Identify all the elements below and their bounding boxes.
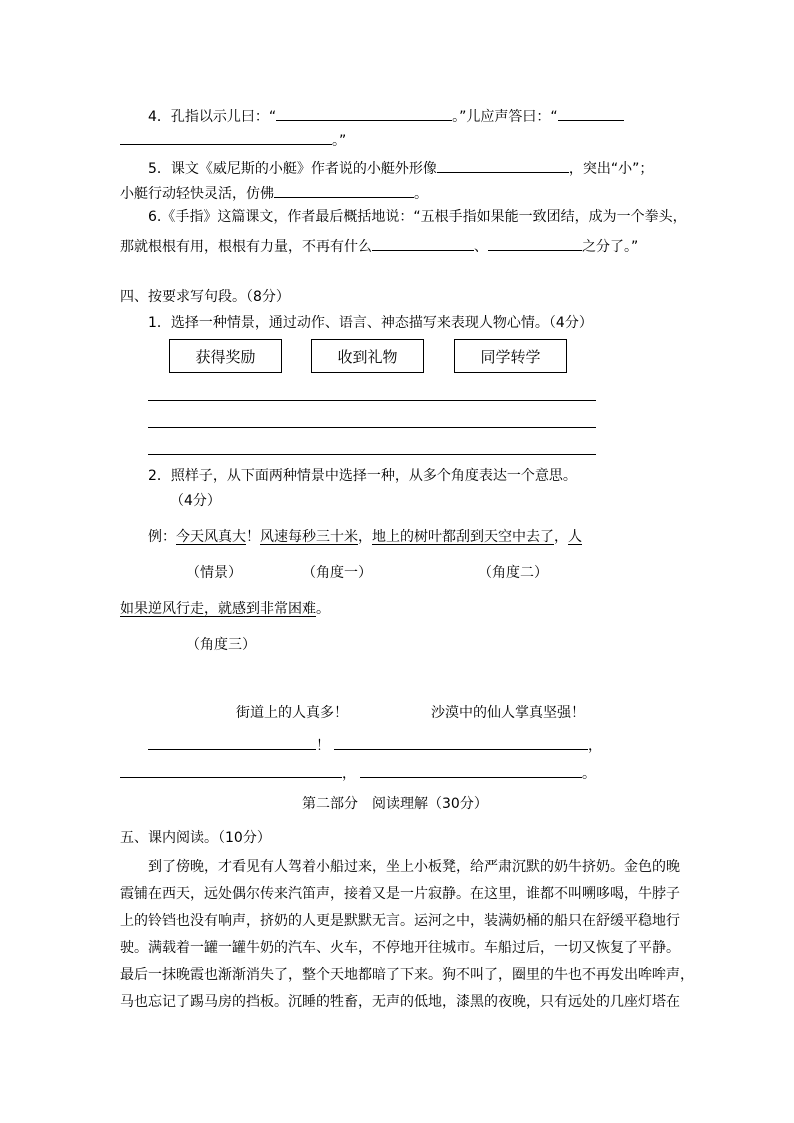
scenario-box-reward: 获得奖励 <box>169 339 282 373</box>
question-4-line1: 4．孔指以示儿曰：“ 。”儿应声答曰：“ <box>148 104 624 127</box>
section-4-q2: 2．照样子，从下面两种情景中选择一种，从多个角度表达一个意思。 <box>148 468 577 484</box>
example-angle-3: 如果逆风行走，就感到非常困难 <box>120 601 316 617</box>
answer-blank[interactable] <box>334 733 588 750</box>
writing-line[interactable] <box>148 454 596 455</box>
example-line2: 如果逆风行走，就感到非常困难。 <box>120 601 330 617</box>
answer-blank[interactable] <box>558 104 624 121</box>
answer-blank[interactable] <box>120 761 342 778</box>
answer-line1: ！ ， <box>148 733 602 756</box>
question-5-line1: 5．课文《威尼斯的小艇》作者说的小艇外形像 ，突出“小”； <box>148 156 653 179</box>
example-angle-1: 风速每秒三十米 <box>260 529 358 545</box>
question-4-line2: 。” <box>120 128 346 151</box>
section-4-q1: 1．选择一种情景，通过动作、语言、神态描写来表现人物心情。（4分） <box>148 315 593 331</box>
question-5-line2: 小艇行动轻快灵活，仿佛 。 <box>120 181 428 204</box>
example-line1: 例：今天风真大！风速每秒三十米，地上的树叶都刮到天空中去了，人 <box>148 529 582 545</box>
section-4-q2-score: （4分） <box>170 493 221 509</box>
answer-blank[interactable] <box>372 234 474 251</box>
passage-line: 到了傍晚，才看见有人驾着小船过来，坐上小板凳，给严肃沉默的奶牛挤奶。金色的晚 <box>148 859 680 875</box>
answer-blank[interactable] <box>120 128 332 145</box>
writing-line[interactable] <box>148 400 596 401</box>
writing-line[interactable] <box>148 427 596 428</box>
passage-line: 上的铃铛也没有响声，挤奶的人更是默默无言。运河之中，装满奶桶的船只在舒缓平稳地行 <box>120 913 680 929</box>
answer-line2: ， 。 <box>120 761 596 784</box>
section-5-title: 五、课内阅读。（10分） <box>120 830 271 846</box>
example-angle-2: 地上的树叶都刮到天空中去了 <box>372 529 554 545</box>
part-2-title: 第二部分 阅读理解（30分） <box>302 796 488 812</box>
section-4-title: 四、按要求写句段。（8分） <box>120 289 290 305</box>
answer-blank[interactable] <box>276 104 452 121</box>
scene-option-street: 街道上的人真多！ <box>236 705 348 721</box>
answer-blank[interactable] <box>437 156 569 173</box>
question-6-line2: 那就根根有用，根根有力量，不再有什么 、 之分了。” <box>120 234 638 257</box>
scenario-box-gift: 收到礼物 <box>311 339 424 373</box>
answer-blank[interactable] <box>360 761 582 778</box>
passage-line: 驶。满载着一罐一罐牛奶的汽车、火车，不停地开往城市。车船过后，一切又恢复了平静。 <box>120 940 680 956</box>
tag-scene: （情景） <box>186 565 242 581</box>
question-6-line1: 6.《手指》这篇课文，作者最后概括地说：“五根手指如果能一致团结，成为一个拳头， <box>148 209 687 225</box>
scenario-box-transfer: 同学转学 <box>454 339 567 373</box>
answer-blank[interactable] <box>148 733 316 750</box>
tag-angle-3: （角度三） <box>186 637 256 653</box>
passage-line: 霞铺在西天，远处偶尔传来汽笛声，接着又是一片寂静。在这里，谁都不叫嗍哆喝，牛脖子 <box>120 886 680 902</box>
passage-line: 马也忘记了踢马房的挡板。沉睡的牲畜，无声的低地，漆黑的夜晚，只有远处的几座灯塔在 <box>120 994 680 1010</box>
example-scene: 今天风真大 <box>176 529 246 545</box>
answer-blank[interactable] <box>488 234 582 251</box>
passage-line: 最后一抹晚霞也渐渐消失了，整个天地都暗了下来。狗不叫了，圈里的牛也不再发出哞哞声， <box>120 967 694 983</box>
tag-angle-1: （角度一） <box>302 565 372 581</box>
scene-option-cactus: 沙漠中的仙人掌真坚强！ <box>431 705 585 721</box>
tag-angle-2: （角度二） <box>478 565 548 581</box>
example-angle-3-start: 人 <box>568 529 582 545</box>
answer-blank[interactable] <box>274 181 414 198</box>
